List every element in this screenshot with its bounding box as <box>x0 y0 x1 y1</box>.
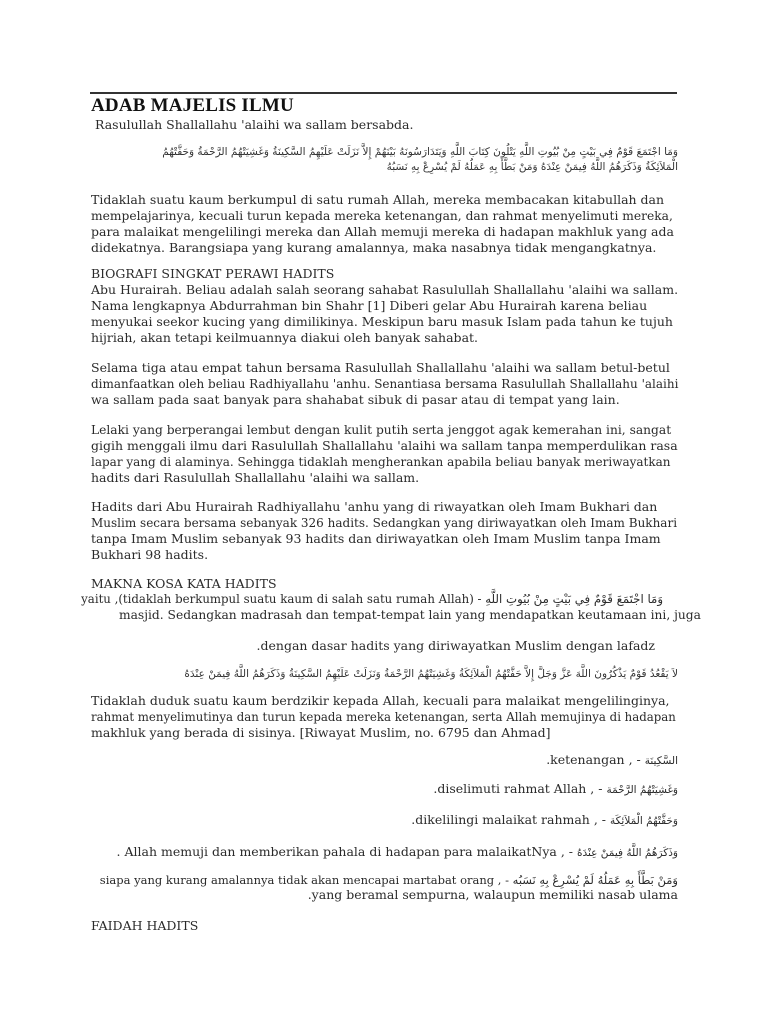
vocab-item <box>546 752 678 769</box>
vocab-item <box>117 844 678 861</box>
vocab-arabic: وَغَشِيَتْهُمُ الرَّحْمَة <box>606 784 678 796</box>
vocab-item <box>433 781 678 798</box>
makna-line-1 <box>81 591 663 607</box>
section-heading-biografi: BIOGRAFI SINGKAT PERAWI HADITS <box>91 266 335 281</box>
bio-paragraph-line: Nama lengkapnya Abdurrahman bin Shahr [1] Diberi gelar Abu Hurairah karena beliau <box>91 298 648 313</box>
bio-paragraph-line: lapar yang di alaminya. Sehingga tidaklah mengherankan apabila beliau banyak meriwayatkan <box>91 455 671 469</box>
title-rule <box>90 92 677 94</box>
bio-paragraph-line: hadits dari Rasulullah Shallallahu 'alaihi wa sallam. <box>91 470 420 485</box>
translation-line: Tidaklah suatu kaum berkumpul di satu rumah Allah, mereka membacakan kitabullah dan <box>91 192 665 207</box>
vocab-item <box>411 812 678 829</box>
bio-paragraph-line: Lelaki yang berperangai lembut dengan kulit putih serta jenggot agak kemerahan ini, sangat <box>91 423 672 437</box>
hadith-arabic-line-1: وَمَا اجْتَمَعَ قَوْمٌ فِي بَيْتٍ مِنْ بُيُوتِ اللَّهِ يَتْلُونَ كِتَابَ اللَّهِ وَيَتَدَارَسُونَهُ بَيْنَهُمْ إِلاَّ نَزَلَتْ عَلَيْهِمُ السَّكِينَةُ وَغَشِيَتْهُمُ الرَّحْمَةُ وَحَفَّتْهُمُ <box>162 146 678 158</box>
vocab-arabic: وَمَنْ بَطَّأَ بِهِ عَمَلُهُ لَمْ يُسْرِعْ بِهِ نَسَبُه <box>512 873 678 887</box>
bio-paragraph-line: Bukhari 98 hadits. <box>91 547 209 562</box>
vocab-item <box>100 872 678 888</box>
translation-line: didekatnya. Barangsiapa yang kurang amalannya, maka nasabnya tidak mengangkatnya. <box>91 240 657 255</box>
makna-line-2: masjid. Sedangkan madrasah dan tempat-tempat lain yang mendapatkan keutamaan ini, juga <box>119 608 701 622</box>
bio-paragraph-line: menyukai seekor kucing yang dimilikinya. Meskipun baru masuk Islam pada tahun ke tujuh <box>91 314 673 329</box>
vocab-text: . Allah memuji dan memberikan pahala di hadapan para malaikatNya , - <box>116 844 574 859</box>
makna-line-1-text: yaitu ,(tidaklah berkumpul suatu kaum di salah satu rumah Allah) - <box>81 592 482 606</box>
hadith2-arabic: لاَ يَقْعُدُ قَوْمٌ يَذْكُرُونَ اللَّهَ عَزَّ وَجَلَّ إِلاَّ حَفَّتْهُمُ الْمَلاَئِكَةُ وَغَشِيَتْهُمُ الرَّحْمَةُ وَنَزَلَتْ عَلَيْهِمُ السَّكِينَةُ وَذَكَرَهُمُ اللَّهُ فِيمَنْ عِنْدَهُ <box>184 668 678 680</box>
vocab-item-continuation: .yang beramal sempurna, walaupun memiliki nasab ulama <box>307 887 678 902</box>
vocab-text: .ketenangan , - <box>546 752 641 767</box>
translation2-line: Tidaklah duduk suatu kaum berdzikir kepada Allah, kecuali para malaikat mengelilinginya, <box>91 693 670 708</box>
bio-paragraph-line: Muslim secara bersama sebanyak 326 hadits. Sedangkan yang diriwayatkan oleh Imam Bukhari <box>91 516 678 530</box>
translation-line: para malaikat mengelilingi mereka dan Allah memuji mereka di hadapan makhluk yang ada <box>91 224 674 239</box>
bio-paragraph-line: wa sallam pada saat banyak para shahabat sibuk di pasar atau di tempat yang lain. <box>91 392 620 407</box>
bio-paragraph-line: Abu Hurairah. Beliau adalah salah seorang sahabat Rasulullah Shallallahu 'alaihi wa sallam. <box>91 282 679 297</box>
intro-text: Rasulullah Shallallahu 'alaihi wa sallam bersabda. <box>95 117 414 132</box>
section-heading-faidah: FAIDAH HADITS <box>91 918 199 933</box>
document-title: ADAB MAJELIS ILMU <box>91 95 294 116</box>
vocab-text: .diselimuti rahmat Allah , - <box>433 781 603 796</box>
vocab-arabic: وَحَفَّتْهُمُ الْمَلاَئِكَة <box>609 815 678 827</box>
bio-paragraph-line: dimanfaatkan oleh beliau Radhiyallahu 'anhu. Senantiasa bersama Rasulullah Shallallahu 'alaihi <box>91 377 679 391</box>
translation-line: mempelajarinya, kecuali turun kepada mereka ketenangan, dan rahmat menyelimuti mereka, <box>91 209 673 223</box>
hadith-arabic-line-2: الْمَلاَئِكَةُ وَذَكَرَهُمُ اللَّهُ فِيمَنْ عِنْدَهُ وَمَنْ بَطَّأَ بِهِ عَمَلُهُ لَمْ يُسْرِعْ بِهِ نَسَبُهُ <box>386 161 678 173</box>
translation2-line: rahmat menyelimutinya dan turun kepada mereka ketenangan, serta Allah memujinya di hadapan <box>91 710 676 724</box>
vocab-text: .dikelilingi malaikat rahmah , - <box>411 812 606 827</box>
section-heading-makna: MAKNA KOSA KATA HADITS <box>91 576 277 591</box>
vocab-arabic: وَذَكَرَهُمُ اللَّهُ فِيمَنْ عِنْدَهُ <box>577 847 678 859</box>
vocab-text: siapa yang kurang amalannya tidak akan mencapai martabat orang , - <box>99 873 509 887</box>
vocab-arabic: السَّكِينَة <box>644 755 678 767</box>
bio-paragraph-line: tanpa Imam Muslim sebanyak 93 hadits dan diriwayatkan oleh Imam Muslim tanpa Imam <box>91 531 661 546</box>
makna-line-1-arabic: وَمَا اجْتَمَعَ قَوْمٌ فِي بَيْتٍ مِنْ بُيُوتِ اللَّهِ <box>485 592 663 606</box>
bio-paragraph-line: Hadits dari Abu Hurairah Radhiyallahu 'anhu yang di riwayatkan oleh Imam Bukhari dan <box>91 499 658 514</box>
bio-paragraph-line: gigih menggali ilmu dari Rasulullah Shallallahu 'alaihi wa sallam tanpa memperdulikan rasa <box>91 438 678 453</box>
translation2-line: makhluk yang berada di sisinya. [Riwayat Muslim, no. 6795 dan Ahmad] <box>91 725 551 740</box>
makna-line-3: .dengan dasar hadits yang diriwayatkan Muslim dengan lafadz <box>256 638 655 653</box>
bio-paragraph-line: hijriah, akan tetapi keilmuannya diakui oleh banyak sahabat. <box>91 330 479 345</box>
bio-paragraph-line: Selama tiga atau empat tahun bersama Rasulullah Shallallahu 'alaihi wa sallam betul-betul <box>91 360 670 375</box>
